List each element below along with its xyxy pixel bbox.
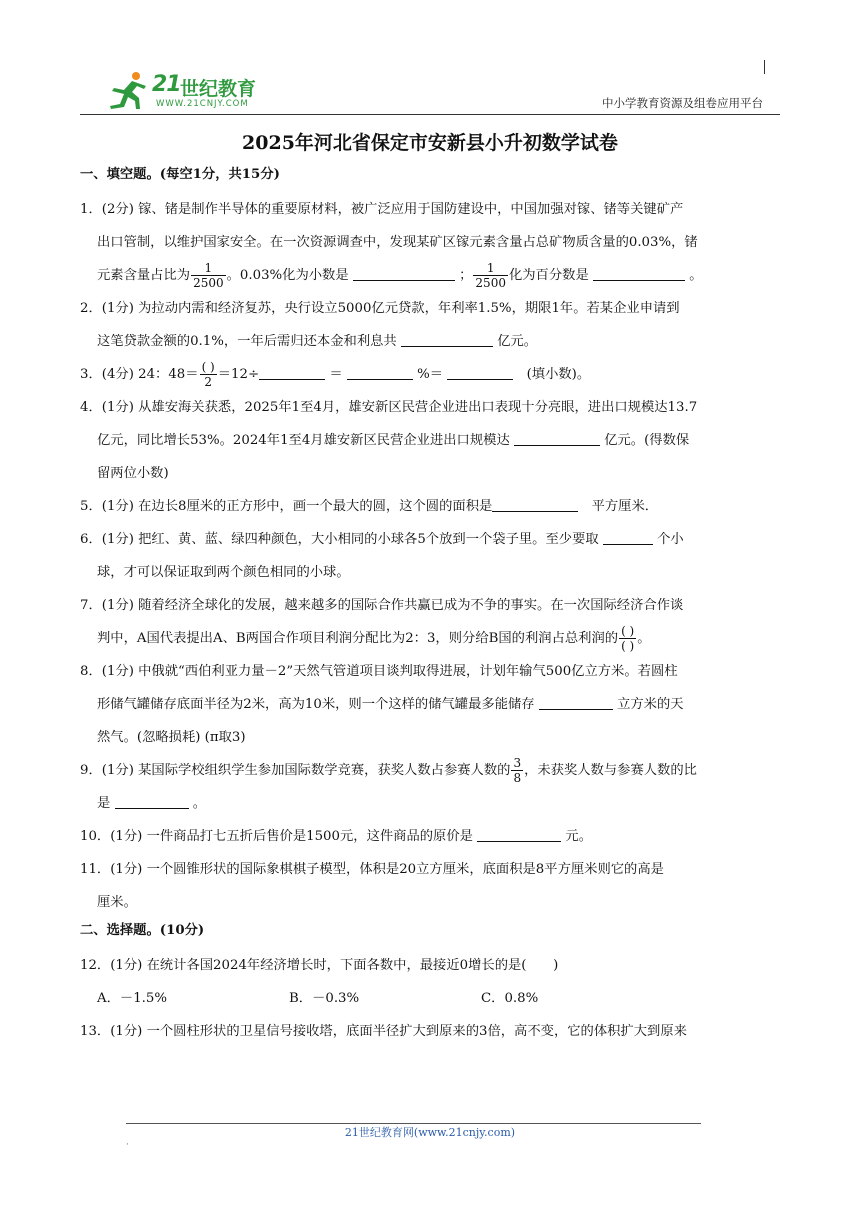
runner-icon (106, 70, 150, 110)
question-9: 9．(1分) 某国际学校组织学生参加国际数学竞赛，获奖人数占参赛人数的 $\frac{3}{8}$ ，未获奖人数与参赛人数的比 是 。 (80, 756, 697, 811)
answer-blank[interactable] (115, 793, 189, 809)
header-divider (80, 114, 780, 115)
section-heading-choice: 二、选择题。(10分) (80, 923, 205, 938)
option-c[interactable]: C．0.8% (481, 991, 539, 1006)
answer-blank[interactable] (347, 364, 413, 380)
question-11: 11．(1分) 一个圆锥形状的国际象棋棋子模型，体积是20立方厘米，底面积是8平方厘米则它的高是 厘米。 (80, 862, 664, 910)
question-5: 5．(1分) 在边长8厘米的正方形中，画一个最大的圆，这个圆的面积是 平方厘米． (80, 490, 780, 523)
answer-blank[interactable] (514, 430, 600, 446)
question-8: 8．(1分) 中俄就“西伯利亚力量－2”天然气管道项目谈判取得进展，计划年输气500亿立方米。若圆柱 形储气罐储存底面半径为2米，高为10米，则一个这样的储气罐最多能储存 立方米的天 然气。(忽略损耗) (π取3) (80, 664, 684, 745)
fraction: $\frac{3}{8}$ (513, 756, 522, 785)
question-7: 7．(1分) 随着经济全球化的发展，越来越多的国际合作共赢已成为不争的事实。在一次国际经济合作谈 判中，A国代表提出A、B两国合作项目利润分配比为2：3，则分给B国的利润占总利润的 $\frac{( )}{( )}$ 。 (80, 598, 684, 653)
question-10: 10．(1分) 一件商品打七五折后售价是1500元，这件商品的原价是 元。 (80, 820, 780, 853)
header-tick (764, 60, 765, 74)
option-a[interactable]: A．－1.5% (97, 991, 167, 1006)
fraction: $\frac{( )}{( )}$ (621, 624, 635, 653)
answer-blank[interactable] (447, 364, 513, 380)
question-3: 3．(4分) 24：48＝ $\frac{( )}{2}$ ＝12÷ ＝ %＝ (填小数)。 (80, 360, 591, 389)
answer-blank[interactable] (259, 364, 325, 380)
question-6: 6．(1分) 把红、黄、蓝、绿四种颜色，大小相同的小球各5个放到一个袋子里。至少要取 个小 球，才可以保证取到两个颜色相同的小球。 (80, 523, 780, 589)
question-12-options (80, 982, 780, 1015)
option-b[interactable]: B．－0.3% (289, 991, 360, 1006)
logo-number: 21 (152, 72, 181, 97)
answer-blank[interactable] (539, 694, 613, 710)
page-title: 2025年河北省保定市安新县小升初数学试卷 (242, 132, 618, 154)
fraction: $\frac{1}{2500}$ (475, 261, 506, 290)
answer-blank[interactable] (593, 265, 685, 281)
logo-url: WWW.21CNJY.COM (156, 99, 249, 109)
answer-blank[interactable] (401, 331, 493, 347)
site-logo (106, 70, 281, 112)
answer-blank[interactable] (492, 496, 578, 512)
question-1: 1．(2分) 镓、锗是制作半导体的重要原材料，被广泛应用于国防建设中，中国加强对镓、锗等关键矿产 出口管制，以维护国家安全。在一次资源调查中，发现某矿区镓元素含量占总矿物质含量的0.03%，锗 元素含量占比为 $\frac{1}{2500}$ 。0.03%化为小数是 ； $\frac{1}{2500}$ 化为百分数是 。 (80, 202, 703, 290)
question-4: 4．(1分) 从雄安海关获悉，2025年1至4月，雄安新区民营企业进出口表现十分亮眼，进出口规模达13.7 亿元，同比增长53%。2024年1至4月雄安新区民营企业进出口规模达 亿元。(得数保 留两位小数) (80, 400, 698, 481)
exam-content (80, 165, 780, 1048)
answer-blank[interactable] (603, 529, 653, 545)
question-13: 13．(1分) 一个圆柱形状的卫星信号接收塔，底面半径扩大到原来的3倍，高不变，它的体积扩大到原来 (80, 1024, 687, 1039)
answer-blank[interactable] (353, 265, 455, 281)
footer-link[interactable]: 21世纪教育网(www.21cnjy.com) (344, 1126, 516, 1139)
answer-blank[interactable] (477, 826, 561, 842)
fraction: $\frac{1}{2500}$ (193, 261, 224, 290)
question-2: 2．(1分) 为拉动内需和经济复苏，央行设立5000亿元贷款，年利率1.5%，期限1年。若某企业申请到 这笔贷款金额的0.1%，一年后需归还本金和利息共 亿元。 (80, 301, 680, 349)
section-heading-fill: 一、填空题。(每空1分，共15分) (80, 167, 280, 182)
platform-label: 中小学教育资源及组卷应用平台 (602, 96, 763, 110)
footer-dot: · (126, 1140, 129, 1150)
fraction: $\frac{( )}{2}$ (201, 360, 215, 389)
question-12: 12．(1分) 在统计各国2024年经济增长时，下面各数中，最接近0增长的是( ) (80, 958, 559, 973)
logo-brand: 世纪教育 (180, 78, 257, 100)
